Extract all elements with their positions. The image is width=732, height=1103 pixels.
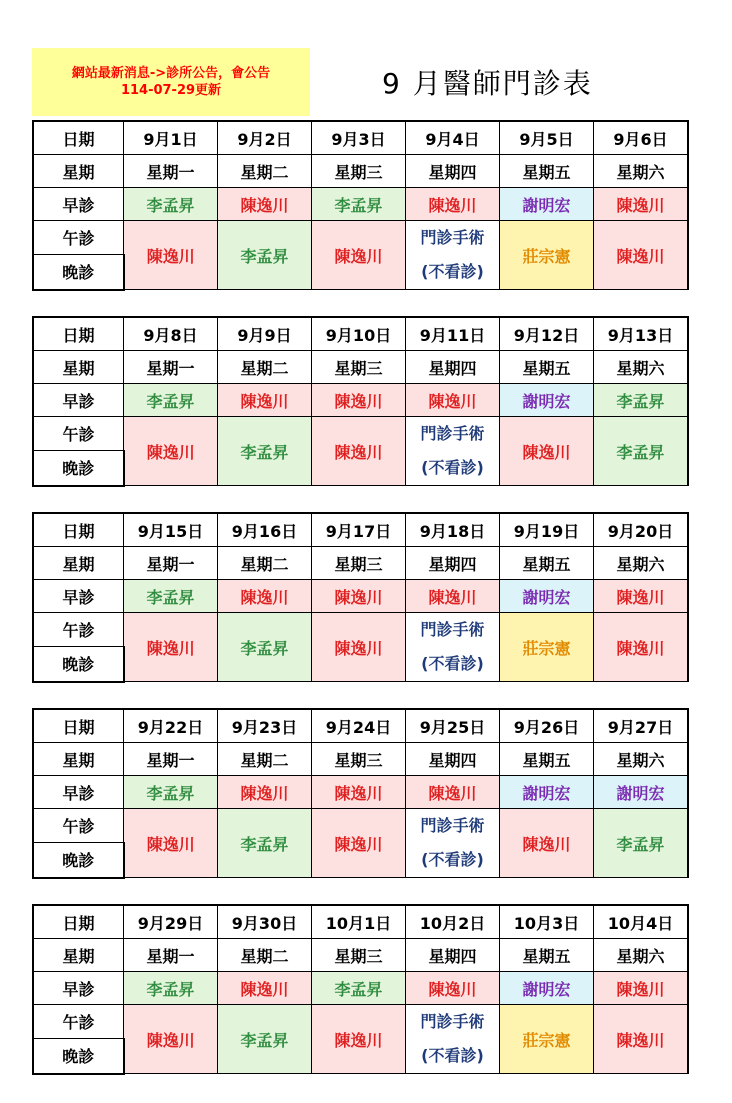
- morning-doctor-cell: 陳逸川: [312, 776, 406, 809]
- evening-label: 晚診: [33, 255, 124, 290]
- date-cell: 9月5日: [500, 121, 594, 155]
- pm-doctor-cell: 陳逸川: [312, 1005, 406, 1074]
- morning-doctor-cell: 陳逸川: [312, 580, 406, 613]
- afternoon-label: 午診: [33, 809, 124, 843]
- evening-label: 晚診: [33, 451, 124, 486]
- morning-doctor-cell: 陳逸川: [218, 188, 312, 221]
- weekday-cell: 星期二: [218, 547, 312, 580]
- no-consultation-label: (不看診): [421, 654, 484, 673]
- afternoon-label: 午診: [33, 417, 124, 451]
- date-cell: 9月11日: [406, 317, 500, 351]
- weekday-cell: 星期一: [124, 155, 218, 188]
- date-cell: 9月16日: [218, 513, 312, 547]
- pm-doctor-cell: 陳逸川: [124, 221, 218, 290]
- outpatient-surgery-cell: [406, 1005, 500, 1074]
- afternoon-row: [33, 417, 688, 451]
- date-cell: 9月17日: [312, 513, 406, 547]
- weekday-cell: 星期五: [500, 743, 594, 776]
- pm-doctor-cell: 莊宗憲: [500, 221, 594, 290]
- update-notice: [32, 48, 310, 116]
- morning-doctor-cell: 陳逸川: [218, 580, 312, 613]
- weekday-cell: 星期五: [500, 155, 594, 188]
- date-cell: 9月8日: [124, 317, 218, 351]
- date-cell: 9月29日: [124, 905, 218, 939]
- no-consultation-label: (不看診): [421, 850, 484, 869]
- notice-line-2: 114-07-29更新: [120, 83, 222, 98]
- week-table-3: [32, 512, 689, 683]
- date-cell: 9月23日: [218, 709, 312, 743]
- pm-doctor-cell: 陳逸川: [124, 1005, 218, 1074]
- notice-line-1: 網站最新消息->診所公告，會公告: [71, 66, 271, 81]
- outpatient-surgery-cell: [406, 417, 500, 486]
- week-table-1: [32, 120, 689, 291]
- morning-label: 早診: [33, 972, 124, 1005]
- morning-doctor-cell: 陳逸川: [594, 580, 689, 613]
- weekday-cell: 星期二: [218, 743, 312, 776]
- afternoon-row: [33, 809, 688, 843]
- date-cell: 9月4日: [406, 121, 500, 155]
- week-table-2: [32, 316, 689, 487]
- pm-doctor-cell: 莊宗憲: [500, 1005, 594, 1074]
- morning-doctor-cell: 陳逸川: [312, 384, 406, 417]
- morning-doctor-cell: 謝明宏: [500, 580, 594, 613]
- morning-label: 早診: [33, 384, 124, 417]
- date-row: [33, 317, 688, 351]
- date-cell: 10月3日: [500, 905, 594, 939]
- date-cell: 10月4日: [594, 905, 689, 939]
- weekday-row: [33, 155, 688, 188]
- morning-label: 早診: [33, 188, 124, 221]
- weekday-cell: 星期二: [218, 939, 312, 972]
- weekday-label: 星期: [33, 155, 124, 188]
- pm-doctor-cell: 陳逸川: [312, 809, 406, 878]
- no-consultation-label: (不看診): [421, 1046, 484, 1065]
- morning-row: [33, 188, 688, 221]
- morning-doctor-cell: 陳逸川: [218, 972, 312, 1005]
- evening-label: 晚診: [33, 843, 124, 878]
- weekday-cell: 星期一: [124, 547, 218, 580]
- surgery-label: 門診手術: [420, 620, 485, 639]
- pm-doctor-cell: 李孟昇: [218, 613, 312, 682]
- morning-doctor-cell: 李孟昇: [312, 188, 406, 221]
- morning-doctor-cell: 李孟昇: [124, 972, 218, 1005]
- weekday-cell: 星期六: [594, 939, 689, 972]
- pm-doctor-cell: 莊宗憲: [500, 613, 594, 682]
- morning-doctor-cell: 陳逸川: [594, 188, 689, 221]
- pm-doctor-cell: 李孟昇: [218, 417, 312, 486]
- weekday-cell: 星期六: [594, 351, 689, 384]
- afternoon-row: [33, 1005, 688, 1039]
- surgery-label: 門診手術: [420, 228, 485, 247]
- weekday-cell: 星期四: [406, 351, 500, 384]
- date-cell: 9月2日: [218, 121, 312, 155]
- date-cell: 9月15日: [124, 513, 218, 547]
- pm-doctor-cell: 李孟昇: [218, 1005, 312, 1074]
- pm-doctor-cell: 陳逸川: [312, 417, 406, 486]
- outpatient-surgery-cell: [406, 613, 500, 682]
- date-cell: 9月19日: [500, 513, 594, 547]
- morning-doctor-cell: 李孟昇: [124, 580, 218, 613]
- date-label: 日期: [33, 121, 124, 155]
- weekday-row: [33, 547, 688, 580]
- week-table-4: [32, 708, 689, 879]
- pm-doctor-cell: 陳逸川: [594, 613, 689, 682]
- morning-doctor-cell: 謝明宏: [500, 188, 594, 221]
- weekday-cell: 星期四: [406, 743, 500, 776]
- date-label: 日期: [33, 513, 124, 547]
- weekday-cell: 星期六: [594, 155, 689, 188]
- outpatient-surgery-cell: [406, 221, 500, 290]
- date-cell: 10月1日: [312, 905, 406, 939]
- morning-doctor-cell: 李孟昇: [124, 188, 218, 221]
- date-cell: 9月22日: [124, 709, 218, 743]
- weekday-cell: 星期三: [312, 939, 406, 972]
- no-consultation-label: (不看診): [421, 458, 484, 477]
- weekday-row: [33, 743, 688, 776]
- date-label: 日期: [33, 709, 124, 743]
- morning-doctor-cell: 陳逸川: [218, 776, 312, 809]
- weekday-row: [33, 351, 688, 384]
- morning-row: [33, 384, 688, 417]
- date-cell: 10月2日: [406, 905, 500, 939]
- afternoon-label: 午診: [33, 221, 124, 255]
- weekday-cell: 星期六: [594, 547, 689, 580]
- date-cell: 9月24日: [312, 709, 406, 743]
- pm-doctor-cell: 陳逸川: [124, 613, 218, 682]
- no-consultation-label: (不看診): [421, 262, 484, 281]
- pm-doctor-cell: 李孟昇: [594, 417, 689, 486]
- page-title: 9 月醫師門診表: [382, 67, 593, 100]
- surgery-label: 門診手術: [420, 1012, 485, 1031]
- date-label: 日期: [33, 317, 124, 351]
- morning-doctor-cell: 李孟昇: [124, 384, 218, 417]
- date-row: [33, 709, 688, 743]
- morning-doctor-cell: 謝明宏: [500, 384, 594, 417]
- weekday-row: [33, 939, 688, 972]
- weekday-label: 星期: [33, 351, 124, 384]
- morning-doctor-cell: 陳逸川: [406, 776, 500, 809]
- weekday-cell: 星期二: [218, 351, 312, 384]
- pm-doctor-cell: 李孟昇: [218, 221, 312, 290]
- weekday-cell: 星期一: [124, 351, 218, 384]
- pm-doctor-cell: 李孟昇: [594, 809, 689, 878]
- morning-doctor-cell: 謝明宏: [594, 776, 689, 809]
- evening-label: 晚診: [33, 647, 124, 682]
- date-row: [33, 513, 688, 547]
- weekday-cell: 星期四: [406, 547, 500, 580]
- weekday-cell: 星期四: [406, 939, 500, 972]
- morning-label: 早診: [33, 580, 124, 613]
- pm-doctor-cell: 陳逸川: [124, 809, 218, 878]
- date-cell: 9月20日: [594, 513, 689, 547]
- date-row: [33, 121, 688, 155]
- date-cell: 9月25日: [406, 709, 500, 743]
- weekday-cell: 星期五: [500, 939, 594, 972]
- afternoon-row: [33, 221, 688, 255]
- morning-row: [33, 580, 688, 613]
- pm-doctor-cell: 陳逸川: [500, 417, 594, 486]
- outpatient-surgery-cell: [406, 809, 500, 878]
- date-cell: 9月26日: [500, 709, 594, 743]
- afternoon-label: 午診: [33, 613, 124, 647]
- morning-label: 早診: [33, 776, 124, 809]
- morning-row: [33, 972, 688, 1005]
- weekday-cell: 星期二: [218, 155, 312, 188]
- morning-doctor-cell: 李孟昇: [594, 384, 689, 417]
- afternoon-label: 午診: [33, 1005, 124, 1039]
- morning-doctor-cell: 陳逸川: [406, 384, 500, 417]
- morning-doctor-cell: 陳逸川: [406, 972, 500, 1005]
- weekday-cell: 星期三: [312, 155, 406, 188]
- pm-doctor-cell: 陳逸川: [312, 613, 406, 682]
- weekday-cell: 星期五: [500, 547, 594, 580]
- morning-doctor-cell: 陳逸川: [406, 188, 500, 221]
- weekday-cell: 星期四: [406, 155, 500, 188]
- date-label: 日期: [33, 905, 124, 939]
- weekday-cell: 星期三: [312, 547, 406, 580]
- weekday-cell: 星期一: [124, 743, 218, 776]
- morning-doctor-cell: 陳逸川: [406, 580, 500, 613]
- weekday-label: 星期: [33, 547, 124, 580]
- date-cell: 9月1日: [124, 121, 218, 155]
- date-cell: 9月9日: [218, 317, 312, 351]
- pm-doctor-cell: 李孟昇: [218, 809, 312, 878]
- date-cell: 9月27日: [594, 709, 689, 743]
- surgery-label: 門診手術: [420, 424, 485, 443]
- pm-doctor-cell: 陳逸川: [594, 221, 689, 290]
- weekday-cell: 星期一: [124, 939, 218, 972]
- morning-doctor-cell: 李孟昇: [312, 972, 406, 1005]
- weekday-cell: 星期五: [500, 351, 594, 384]
- morning-doctor-cell: 李孟昇: [124, 776, 218, 809]
- week-table-5: [32, 904, 689, 1075]
- date-cell: 9月3日: [312, 121, 406, 155]
- morning-doctor-cell: 陳逸川: [218, 384, 312, 417]
- pm-doctor-cell: 陳逸川: [594, 1005, 689, 1074]
- weekday-label: 星期: [33, 743, 124, 776]
- pm-doctor-cell: 陳逸川: [500, 809, 594, 878]
- afternoon-row: [33, 613, 688, 647]
- morning-doctor-cell: 謝明宏: [500, 972, 594, 1005]
- evening-label: 晚診: [33, 1039, 124, 1074]
- date-row: [33, 905, 688, 939]
- date-cell: 9月13日: [594, 317, 689, 351]
- morning-row: [33, 776, 688, 809]
- morning-doctor-cell: 謝明宏: [500, 776, 594, 809]
- pm-doctor-cell: 陳逸川: [312, 221, 406, 290]
- weekday-cell: 星期三: [312, 743, 406, 776]
- date-cell: 9月30日: [218, 905, 312, 939]
- date-cell: 9月18日: [406, 513, 500, 547]
- date-cell: 9月12日: [500, 317, 594, 351]
- date-cell: 9月6日: [594, 121, 689, 155]
- date-cell: 9月10日: [312, 317, 406, 351]
- weekday-cell: 星期三: [312, 351, 406, 384]
- pm-doctor-cell: 陳逸川: [124, 417, 218, 486]
- morning-doctor-cell: 陳逸川: [594, 972, 689, 1005]
- weekday-cell: 星期六: [594, 743, 689, 776]
- weekday-label: 星期: [33, 939, 124, 972]
- surgery-label: 門診手術: [420, 816, 485, 835]
